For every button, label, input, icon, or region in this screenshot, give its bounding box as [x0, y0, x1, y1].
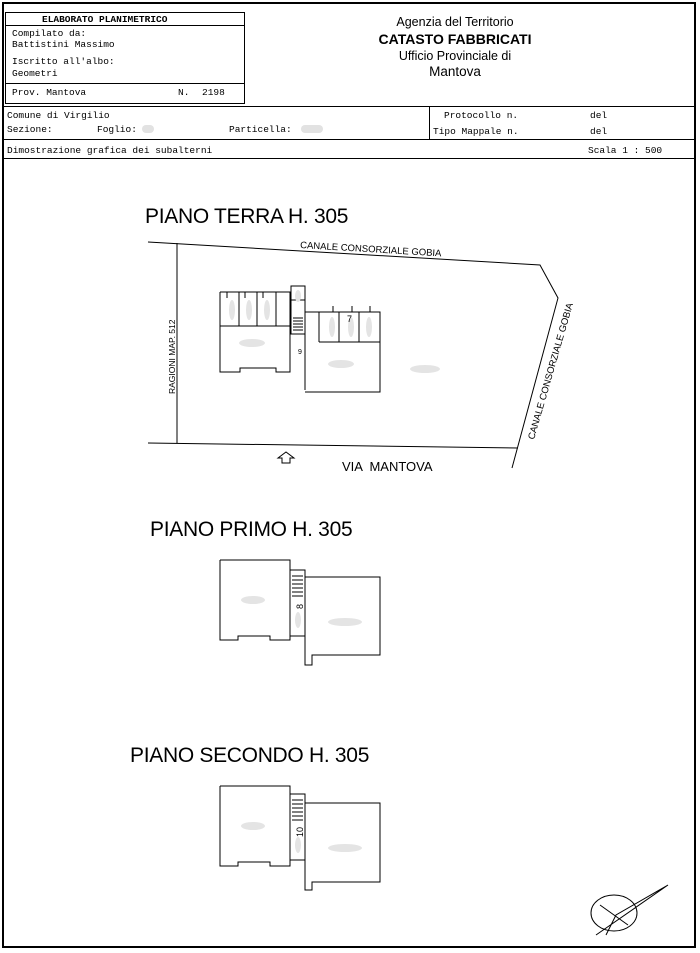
via-mantova-label: VIA MANTOVA [342, 459, 433, 474]
sezione-label: Sezione: [7, 124, 53, 135]
redacted-labels [229, 290, 440, 853]
number-label: N. [178, 87, 190, 98]
form-title: ELABORATO PLANIMETRICO [42, 14, 168, 25]
piano-secondo-plan [220, 786, 380, 890]
comune-label: Comune di Virgilio [7, 110, 110, 121]
piano-primo-title: PIANO PRIMO H. 305 [150, 518, 353, 541]
canale-top-label: CANALE CONSORZIALE GOBIA [299, 240, 442, 260]
particella-label: Particella: [229, 124, 292, 135]
number-value: 2198 [202, 87, 225, 98]
tipo-mappale-label: Tipo Mappale n. [433, 126, 519, 137]
canale-right-label: CANALE CONSORZIALE GOBIA [526, 301, 576, 441]
foglio-label: Foglio: [97, 124, 137, 135]
protocollo-del: del [590, 110, 608, 121]
agency-line-4: Mantova [429, 64, 481, 79]
sub-10-label: 10 [295, 826, 305, 837]
compilato-name: Battistini Massimo [12, 39, 115, 50]
scala-label: Scala 1 : 500 [588, 145, 663, 156]
agency-line-1: Agenzia del Territorio [396, 15, 514, 29]
piano-secondo-title: PIANO SECONDO H. 305 [130, 744, 370, 767]
tipo-mappale-del: del [590, 126, 608, 137]
north-entry-arrow [278, 452, 294, 463]
piano-terra-title: PIANO TERRA H. 305 [145, 205, 349, 228]
sub-8-label: 8 [295, 603, 305, 609]
piano-terra-site-boundary [148, 242, 558, 468]
protocollo-label: Protocollo n. [444, 110, 519, 121]
compilato-label: Compilato da: [12, 28, 87, 39]
iscritto-label: Iscritto all'albo: [12, 56, 115, 67]
prov-label: Prov. Mantova [12, 87, 87, 98]
agency-line-2: CATASTO FABBRICATI [378, 31, 532, 47]
ragioni-label: RAGIONI MAP. 512 [167, 319, 177, 394]
dimostrazione-label: Dimostrazione grafica dei subalterni [7, 145, 213, 156]
agency-line-3: Ufficio Provinciale di [398, 49, 512, 63]
sub-9-label: 9 [298, 349, 302, 356]
iscritto-value: Geometri [12, 68, 58, 79]
north-arrow-icon [591, 885, 668, 935]
piano-primo-plan [220, 560, 380, 665]
sub-7-label: 7 [347, 314, 353, 324]
